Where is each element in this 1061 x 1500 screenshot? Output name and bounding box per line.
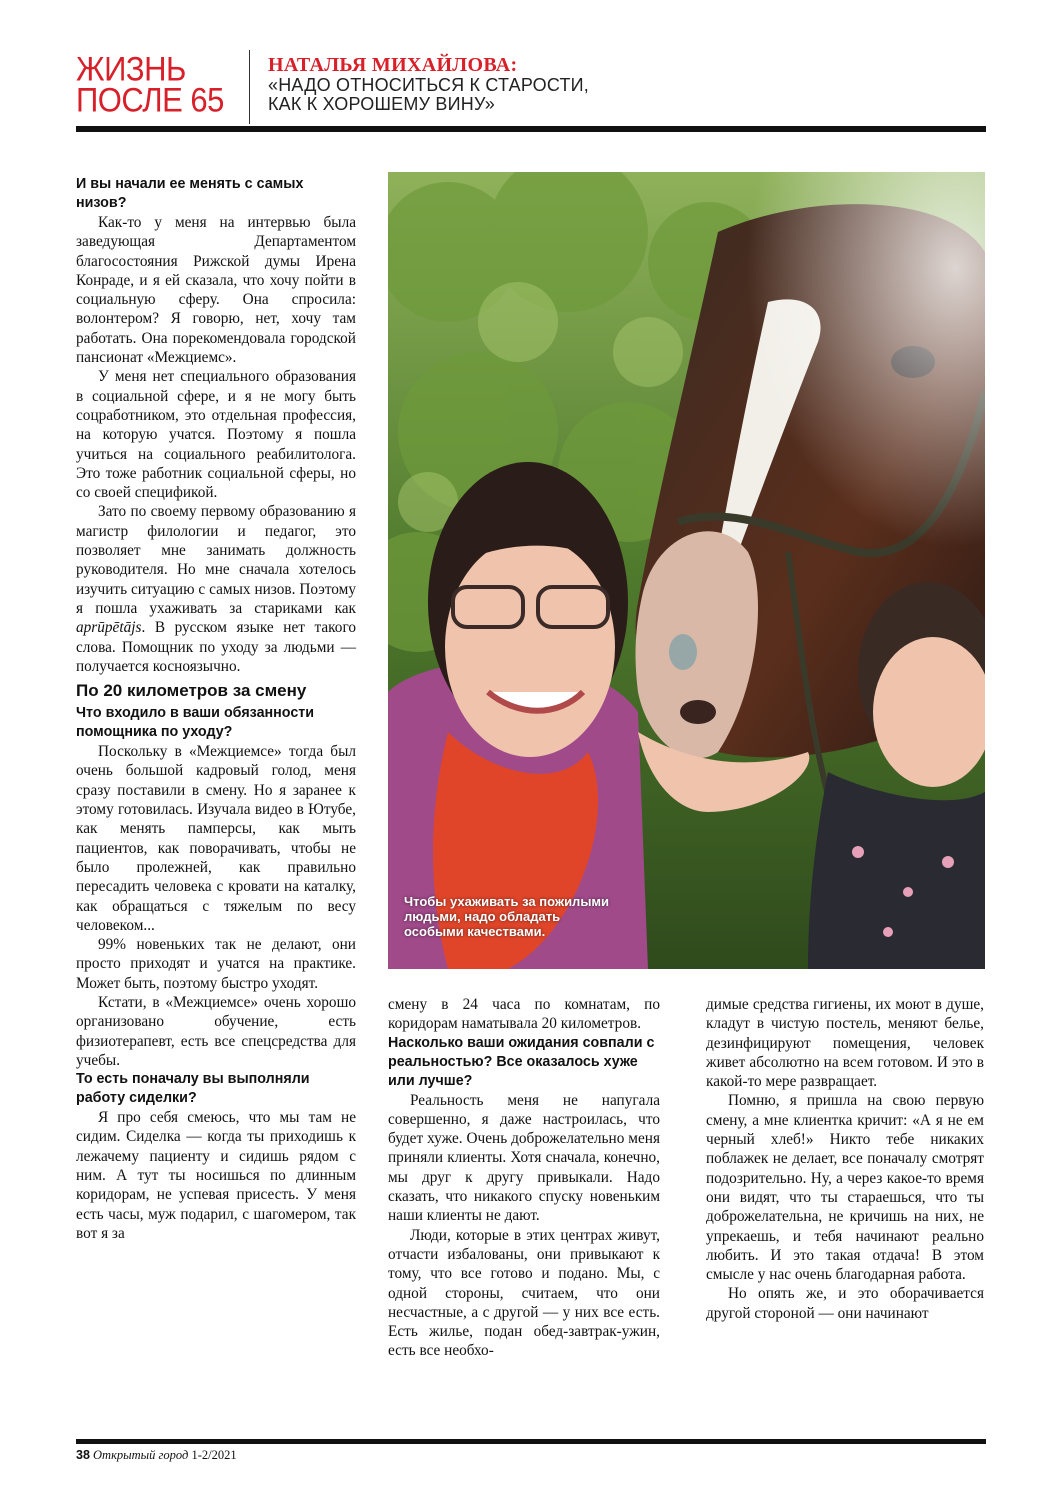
paragraph: Но опять же, и это оборачивается другой стороной — они начинают — [706, 1285, 984, 1322]
top-rule — [76, 126, 986, 132]
paragraph: 99% новеньких так не делают, они просто приходят и учатся на практике. Может быть, поэтому быстро уходят. — [76, 936, 356, 992]
bottom-rule — [76, 1439, 986, 1444]
article-headline — [268, 54, 968, 114]
paragraph: Как-то у меня на интервью была заведующая Департаментом благосостояния Рижской думы Ирена Конраде, и я ей сказала, что хочу пойти в социальную сферу. Она спросила: волонтером? Я говорю, нет, хочу там работать. Она порекомендовала городской пансионат «Межциемс». — [76, 214, 356, 367]
question: То есть поначалу вы выполняли работу сиделки? — [76, 1071, 310, 1107]
subheading: По 20 километров за смену — [76, 681, 307, 701]
latvian-term: aprūpētājs — [76, 619, 142, 637]
section-title-line2: ПОСЛЕ 65 — [76, 80, 224, 120]
column-2 — [388, 995, 660, 1361]
section-title-line1: ЖИЗНЬ — [76, 49, 186, 89]
paragraph: Я про себя смеюсь, что мы там не сидим. Сиделка — когда ты приходишь к лежачему пациенту и сидишь рядом с ним. А тут ты носишься по длинным коридорам, не успевая присесть. У меня есть часы, муж подарил, с шагомером, так вот я за — [76, 1109, 356, 1242]
paragraph-part: . В русском языке нет такого слова. Помощник по уходу за людьми — получается косноязычно. — [76, 619, 356, 675]
paragraph: У меня нет специального образования в социальной сфере, и я не могу быть соцработником, это отдельная профессия, на которую учатся. Поэтому я пошла учиться на социального реабилитолога. Это тоже работник социальной сферы, но со своей спецификой. — [76, 368, 356, 502]
paragraph-part: Зато по своему первому образованию я магистр филологии и педагог, это позволяет мне занимать должность руководителя. Но мне сначала хотелось изучить ситуацию с самых низов. Поэтому я пошла ухаживать за стариками как — [76, 503, 356, 617]
question: И вы начали ее менять с самых низов? — [76, 176, 304, 211]
article-photo — [388, 172, 985, 969]
headline-quote-line2: КАК К ХОРОШЕМУ ВИНУ» — [268, 94, 495, 114]
question: Что входило в ваши обязанности помощника по уходу? — [76, 705, 315, 741]
issue-number: 1-2/2021 — [191, 1448, 237, 1462]
paragraph: смену в 24 часа по комнатам, по коридорам наматывала 20 километров. — [388, 996, 660, 1033]
page-number: 38 — [76, 1448, 90, 1462]
column-1 — [76, 175, 356, 1243]
photo-caption: Чтобы ухаживать за пожилыми людьми, надо обладать особыми качествами. — [404, 894, 610, 939]
paragraph — [76, 502, 356, 676]
column-3 — [706, 995, 984, 1323]
paragraph: Помню, я пришла на свою первую смену, а мне клиентка кричит: «А я не ем черный хлеб!» Никто тебе никаких поблажек не делает, все поначалу смотрят подозрительно. Ну, а через какое-то время они видят, что ты стараешься, что ты доброжелательна, не кричишь на них, не упрекаешь, и тебя начинают реально любить. И это такая отдача! В этом смысле у нас очень благодарная работа. — [706, 1092, 984, 1284]
headline-quote-line1: «НАДО ОТНОСИТЬСЯ К СТАРОСТИ, — [268, 75, 589, 95]
header-divider — [249, 50, 250, 124]
paragraph: Поскольку в «Межциемсе» тогда был очень большой кадровый голод, меня сразу поставили в смену. Но я заранее к этому готовилась. Изучала видео в Ютубе, как менять памперсы, как мыть пациентов, как поворачивать, чтобы не было пролежней, как правильно пересадить человека с кровати на каталку, как обращаться с тяжелым по весу человеком... — [76, 743, 356, 934]
section-title — [76, 49, 246, 120]
magazine-name: Открытый город — [93, 1448, 189, 1462]
headline-name: НАТАЛЬЯ МИХАЙЛОВА: — [268, 54, 518, 76]
photo-illustration — [388, 172, 985, 969]
paragraph: Люди, которые в этих центрах живут, отчасти избалованы, они привыкают к тому, что все готово и подано. Мы, с одной стороны, считаем, что они несчастные, а с другой — у них все есть. Есть жилье, подан обед-завтрак-ужин, есть все необхо- — [388, 1226, 660, 1360]
question: Насколько ваши ожидания совпали с реальностью? Все оказалось хуже или лучше? — [388, 1034, 655, 1089]
paragraph: димые средства гигиены, их моют в душе, кладут в чистую постель, меняют белье, дезинфицируют помещения, человек живет абсолютно на всем готовом. И это в какой-то мере развращает. — [706, 996, 984, 1091]
paragraph: Реальность меня не напугала совершенно, я даже настроилась, что будет хуже. Очень доброжелательно меня приняли клиенты. Хотя сначала, конечно, мы друг к другу привыкали. Надо сказать, что никакого спуску новеньким наши клиенты не дают. — [388, 1091, 660, 1225]
paragraph: Кстати, в «Межциемсе» очень хорошо организовано обучение, есть физиотерапевт, есть все спецсредства для учебы. — [76, 993, 356, 1069]
page-footer — [76, 1448, 237, 1463]
